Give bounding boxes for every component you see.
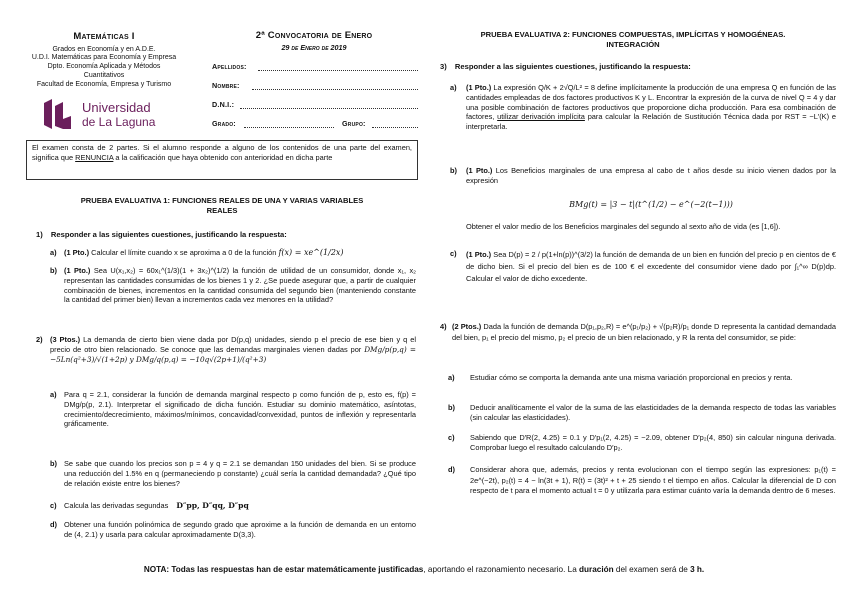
question-3a-points: (1 Pto.) [466, 83, 492, 92]
logo-line-1: Universidad [82, 100, 151, 115]
question-2d [50, 520, 416, 546]
question-1b-label: b) [50, 266, 57, 275]
apellidos-row[interactable] [212, 62, 418, 81]
question-3a-label: a) [450, 83, 457, 92]
question-3b-points: (1 Pto.) [466, 166, 493, 175]
question-3-text: Responder a las siguientes cuestiones, justificando la respuesta: [454, 62, 691, 71]
question-1b [50, 266, 416, 330]
notice-box [26, 140, 418, 180]
question-4 [440, 322, 836, 366]
question-4-number: 4) [440, 322, 447, 331]
question-3a-text-1: La expresión Q/K + 2√Q/L² = 8 define implícitamente la producción de una empresa Q en función de las cantidades empleadas de dos factores productivos K y L. Encontrar la expresión de la curva de nivel Q = 4 y dar una posible combinación de factores productivos que proporcione dicha producción. Para esa combinación de factores, [466, 83, 836, 122]
convocatoria-title: 2ª Convocatoria de Enero [255, 30, 373, 41]
question-3b-text: Los Beneficios marginales de una empresa al cabo de t años desde su inicio vienen dados por la expresión [466, 166, 837, 185]
question-2c-text: Calcula las derivadas segundas [64, 501, 169, 510]
question-1a-formula: f(x) = xe^(1/2x) [278, 248, 344, 257]
question-2c-label: c) [50, 501, 57, 510]
question-2b [50, 459, 416, 495]
grupo-label: Grupo: [342, 119, 366, 128]
exam-date: 29 de Enero de 2019 [281, 42, 347, 52]
apellidos-label: Apellidos: [212, 62, 247, 71]
question-1b-points: (1 Pto.) [64, 266, 91, 275]
grupo-line[interactable] [372, 127, 418, 128]
nombre-row[interactable] [212, 81, 418, 100]
notice-text-2: a la calificación que haya obtenido con anterioridad en dicha parte [115, 152, 333, 162]
question-2b-label: b) [50, 459, 57, 468]
degree-line: Grados en Economía y en A.D.E. [52, 45, 156, 53]
question-2-points: (3 Ptos.) [50, 335, 81, 344]
dni-row[interactable] [212, 100, 418, 119]
footer-note-text-1: , aportando el razonamiento necesario. La [423, 565, 580, 574]
question-2d-text: Obtener una función polinómica de segundo grado que aproxime a la función de demanda en un entorno de (4, 2.1) y usarla para calcular aproximadamente D(3,3). [64, 520, 416, 539]
footer-note-bold-1: NOTA: Todas las respuestas han de estar matemáticamente justificadas [143, 565, 424, 574]
question-3c-points: (1 Pto.) [466, 250, 492, 259]
question-4a-label: a) [448, 373, 455, 382]
question-3c [450, 249, 836, 309]
question-3a-text-2: para calcular la Relación de Sustitución Técnica dada por RST = −L′(K) e interpretarla. [466, 112, 836, 132]
question-3-number: 3) [440, 62, 447, 71]
question-2-number: 2) [36, 335, 43, 344]
footer-note-bold-3: 3 h. [690, 565, 705, 574]
unit-line: U.D.I. Matemáticas para Economía y Empresa [31, 54, 177, 62]
student-fields [212, 62, 418, 138]
university-logo [42, 99, 182, 131]
dni-label: D.N.I.: [212, 100, 235, 109]
question-1-number: 1) [36, 230, 43, 239]
question-3b [450, 166, 836, 248]
question-2a-label: a) [50, 390, 57, 399]
question-3c-label: c) [450, 249, 457, 258]
question-2b-text: Se sabe que cuando los precios son p = 4 y q = 2.1 se demandan 150 unidades del bien. Si se produce una reducción del 1.5% en q (permaneciendo p constante) ¿cuál sería la cantidad demandada? ¿Qué tipo de relación existe entre los bienes? [64, 459, 416, 488]
logo-line-2: de La Laguna [82, 115, 156, 129]
question-4d [448, 465, 836, 527]
ull-mark-icon [42, 99, 72, 129]
question-2a-text: Para q = 2.1, considerar la función de demanda marginal respecto p como función de p, esto es, f(p) = DMg/p(p, 2.1). Interpretar el significado de dicha función. Estudiar su dominio matemático, asíntotas, crecimiento/decrecimiento, máximos/mínimos, concavidad/convexidad, puntos de inflexión y representarla gráficamente. [64, 390, 416, 429]
section-2-title-line-2: INTEGRACIÓN [606, 40, 660, 50]
apellidos-line[interactable] [258, 70, 418, 71]
question-2c [50, 501, 416, 515]
question-4-points: (2 Ptos.) [452, 322, 482, 331]
question-3a [450, 83, 836, 161]
grado-line[interactable] [244, 127, 334, 128]
subject-title: Matemáticas I [73, 31, 135, 42]
question-4c-label: c) [448, 433, 455, 442]
nombre-label: Nombre: [212, 81, 240, 90]
question-4c-text: Sabiendo que D′R(2, 4.25) = 0.1 y D′p₁(2, 4.25) = −2.09, obtener D′p₂(4, 850) sin calcular ninguna derivada. Comprobar luego el resultado calculando D′p₂. [470, 433, 836, 452]
notice-text-1: El examen consta de 2 partes. Si el alumno responde a alguno de los contenidos de una parte del examen, significa que [32, 143, 412, 162]
section-2-title [430, 30, 836, 50]
question-1a-text: Calcular el límite cuando x se aproxima a 0 de la función [91, 248, 277, 257]
header-institution [28, 31, 180, 90]
question-4c [448, 433, 836, 457]
question-2d-label: d) [50, 520, 57, 529]
question-4d-text: Considerar ahora que, además, precios y renta evolucionan con el tiempo según las expresiones: p₁(t) = 2e^(−2t), p₂(t) = 4 − ln(3t + 1), R(t) = (3t)² + t + 25 siendo t el tiempo en años. Calcular la diferencial de D con respecto de t para el momento actual t = 0 y utilizarla para estimar cuánto varía la demanda dentro de 6 meses. [470, 465, 836, 496]
faculty-line: Facultad de Economía, Empresa y Turismo [36, 81, 172, 89]
question-3b-text-2: Obtener el valor medio de los Beneficios marginales del segundo al sexto año de vida (es [1,6]). [466, 222, 781, 232]
grado-row[interactable] [212, 119, 418, 138]
question-3-header [440, 62, 836, 72]
grado-label: Grado: [212, 119, 236, 128]
nombre-line[interactable] [252, 89, 418, 90]
question-4d-label: d) [448, 465, 455, 474]
question-1-header [36, 230, 416, 240]
section-1-title-line-1: PRUEBA EVALUATIVA 1: FUNCIONES REALES DE UNA Y VARIAS VARIABLES [80, 196, 364, 205]
question-3b-formula: BMg(t) = |3 − t|(t^(1/2) − e^(−2(t−1))) [569, 199, 733, 209]
question-4b-text: Deducir analíticamente el valor de la suma de las elasticidades de la demanda respecto de todas las variables (sin calcular las elasticidades). [470, 403, 836, 422]
question-1a-label: a) [50, 248, 57, 257]
question-4a [448, 373, 836, 397]
question-4-intro: Dada la función de demanda D(p₁,p₂,R) = e^(p₁/p₂) + √(p₂R)/p₁ donde D representa la cantidad demandada del bien, p₁ el precio del mismo, p₂ el precio de un bien relacionado, y R la renta del consumidor, se pide: [452, 322, 836, 342]
question-4b-label: b) [448, 403, 455, 412]
question-2a [50, 390, 416, 454]
exam-header [212, 30, 416, 52]
question-4a-text: Estudiar cómo se comporta la demanda ante una misma variación proporcional en precios y renta. [470, 373, 793, 382]
question-4b [448, 403, 836, 427]
question-3b-label: b) [450, 166, 457, 175]
question-1-text: Responder a las siguientes cuestiones, justificando la respuesta: [50, 230, 287, 239]
department-line: Dpto. Economía Aplicada y Métodos Cuantitativos [47, 63, 161, 80]
footer-note-text-2: del examen será de [613, 565, 691, 574]
footer-note [20, 565, 828, 576]
section-2-title-line-1: PRUEBA EVALUATIVA 2: FUNCIONES COMPUESTAS, IMPLÍCITAS Y HOMOGÉNEAS. [480, 30, 786, 39]
question-2 [36, 335, 416, 387]
question-1a [50, 248, 416, 262]
question-3a-link: utilizar derivación implícita [497, 112, 585, 122]
dni-line[interactable] [240, 108, 418, 109]
question-1a-points: (1 Pto.) [64, 248, 90, 257]
question-2c-formula: D″pp, D″qq, D″pq [176, 501, 249, 510]
question-1b-text: Sea U(x₁,x₂) = 60x₁^(1/3)(1 + 3x₂)^(1/2) la función de utilidad de un consumidor, donde x₁, x₂ representan las cantidades consumidas de los bienes 1 y 2. ¿Se puede asegurar que, a partir de cualquier combinación de bienes, incrementos en la cantidad consumida del segundo bien (manteniendo constante la cantidad del primer bien) llevan a incrementos cada vez menores en la utilidad? [64, 266, 417, 305]
question-2-formula: DMg/p(p,q) = −5Ln(q²+3)/√(1+2p) y DMg/q(p,q) = −10q√(2p+1)/(q²+3) [50, 344, 416, 364]
question-2-intro: La demanda de cierto bien viene dada por D(p,q) unidades, siendo p el precio de ese bien y q el precio de otro bien relacionado. Se conoce que las demandas marginales vienen dadas por [50, 335, 416, 354]
section-1-title [26, 196, 418, 216]
notice-keyword: RENUNCIA [75, 152, 114, 162]
section-1-title-line-2: REALES [206, 206, 238, 216]
footer-note-bold-2: duración [579, 565, 614, 574]
question-3c-text: Sea D(p) = 2 / p(1+ln(p))^(3/2) la función de demanda de un bien en función del precio p en cientos de € de dicho bien. Si el precio del bien es de 100 € el excedente del consumidor viene dado por ∫₁^∞ D(p)dp. Calcular el valor de dicho excedente. [466, 250, 836, 283]
